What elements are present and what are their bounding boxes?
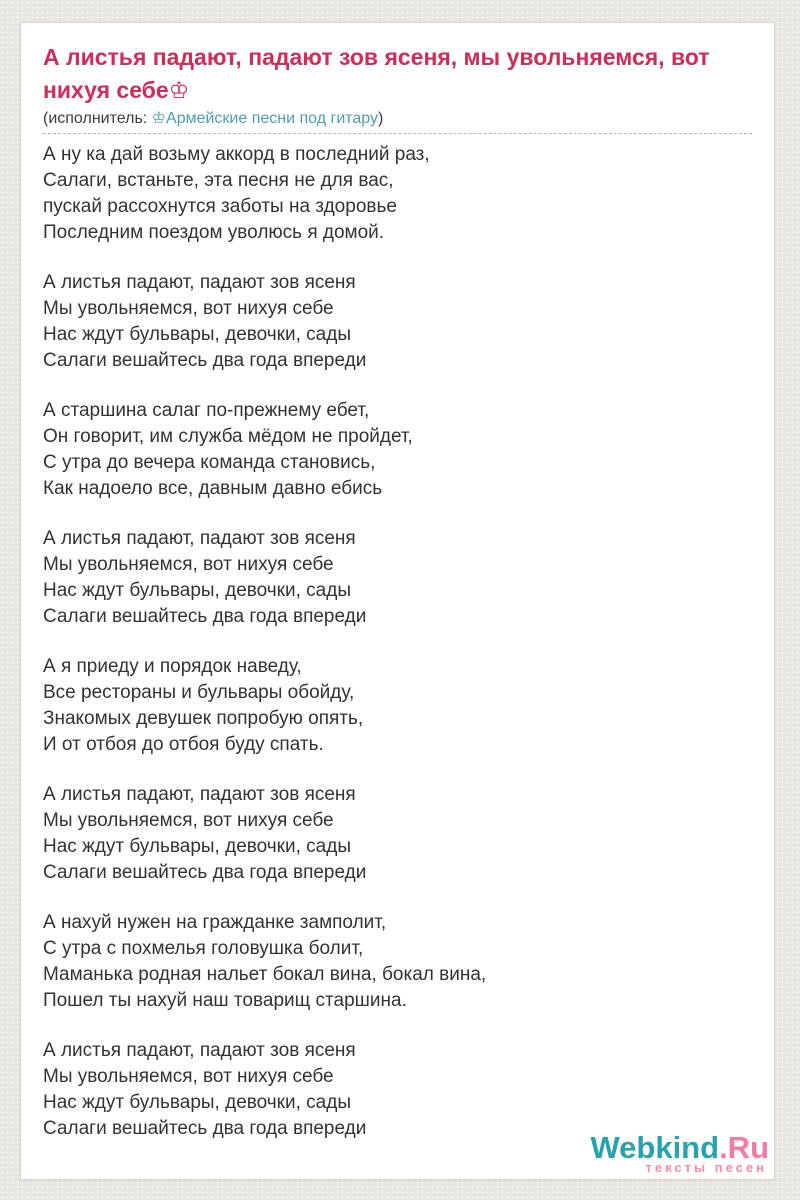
artist-line — [43, 109, 752, 129]
stanza-5 — [43, 654, 752, 758]
lyric-line: Салаги вешайтесь два года впереди — [43, 606, 367, 627]
lyrics-body — [43, 142, 752, 1142]
logo-ru-text: .Ru — [719, 1130, 769, 1165]
lyric-line: А нахуй нужен на гражданке замполит, — [43, 912, 387, 933]
stanza-8-chorus — [43, 1038, 752, 1142]
stanza-4-chorus — [43, 526, 752, 630]
lyric-line: Салаги, встаньте, эта песня не для вас, — [43, 170, 394, 191]
lyric-line: Последним поездом уволюсь я домой. — [43, 222, 385, 243]
lyric-line: Все рестораны и бульвары обойду, — [43, 682, 355, 703]
lyric-line: А листья падают, падают зов ясеня — [43, 528, 356, 549]
artist-suffix: ) — [378, 110, 384, 127]
lyric-line: Салаги вешайтесь два года впереди — [43, 862, 367, 883]
lyric-line: А листья падают, падают зов ясеня — [43, 784, 356, 805]
lyric-line: Маманька родная нальет бокал вина, бокал вина, — [43, 964, 487, 985]
site-logo-wordmark[interactable] — [590, 1130, 769, 1165]
stanza-1 — [43, 142, 752, 246]
lyric-line: Нас ждут бульвары, девочки, сады — [43, 580, 351, 601]
logo-tagline: тексты песен — [645, 1160, 767, 1175]
lyric-line: Мы увольняемся, вот нихуя себе — [43, 810, 334, 831]
artist-link[interactable]: ♔Армейские песни под гитару — [151, 110, 379, 127]
lyric-line: А ну ка дай возьму аккорд в последний раз, — [43, 144, 430, 165]
lyric-line: Нас ждут бульвары, девочки, сады — [43, 836, 351, 857]
lyric-line: Нас ждут бульвары, девочки, сады — [43, 324, 351, 345]
lyric-line: А листья падают, падают зов ясеня — [43, 272, 356, 293]
lyric-line: Как надоело все, давным давно ебись — [43, 478, 383, 499]
lyric-line: С утра с похмелья головушка болит, — [43, 938, 364, 959]
lyric-line: С утра до вечера команда становись, — [43, 452, 376, 473]
page-title: А листья падают, падают зов ясеня, мы увольняемся, вот нихуя себе♔ — [43, 44, 710, 103]
dotted-separator — [43, 132, 752, 134]
lyric-line: пускай рассохнутся заботы на здоровье — [43, 196, 397, 217]
lyric-line: Мы увольняемся, вот нихуя себе — [43, 1066, 334, 1087]
stanza-6-chorus — [43, 782, 752, 886]
lyric-line: Салаги вешайтесь два года впереди — [43, 350, 367, 371]
lyric-line: Пошел ты нахуй наш товарищ старшина. — [43, 990, 407, 1011]
lyric-line: Мы увольняемся, вот нихуя себе — [43, 554, 334, 575]
stanza-7 — [43, 910, 752, 1014]
lyric-line: А листья падают, падают зов ясеня — [43, 1040, 356, 1061]
stanza-2-chorus — [43, 270, 752, 374]
lyric-line: А старшина салаг по-прежнему ебет, — [43, 400, 370, 421]
lyric-line: А я приеду и порядок наведу, — [43, 656, 302, 677]
lyric-line: Он говорит, им служба мёдом не пройдет, — [43, 426, 413, 447]
site-logo[interactable] — [590, 1130, 769, 1175]
lyric-line: Нас ждут бульвары, девочки, сады — [43, 1092, 351, 1113]
lyric-line: И от отбоя до отбоя буду спать. — [43, 734, 324, 755]
lyric-line: Мы увольняемся, вот нихуя себе — [43, 298, 334, 319]
lyric-line: Знакомых девушек попробую опять, — [43, 708, 364, 729]
stanza-3 — [43, 398, 752, 502]
logo-webkind-text: Webkind — [590, 1130, 720, 1165]
artist-prefix: (исполнитель: — [43, 110, 152, 127]
content-card — [20, 22, 775, 1180]
lyric-line: Салаги вешайтесь два года впереди — [43, 1118, 367, 1139]
